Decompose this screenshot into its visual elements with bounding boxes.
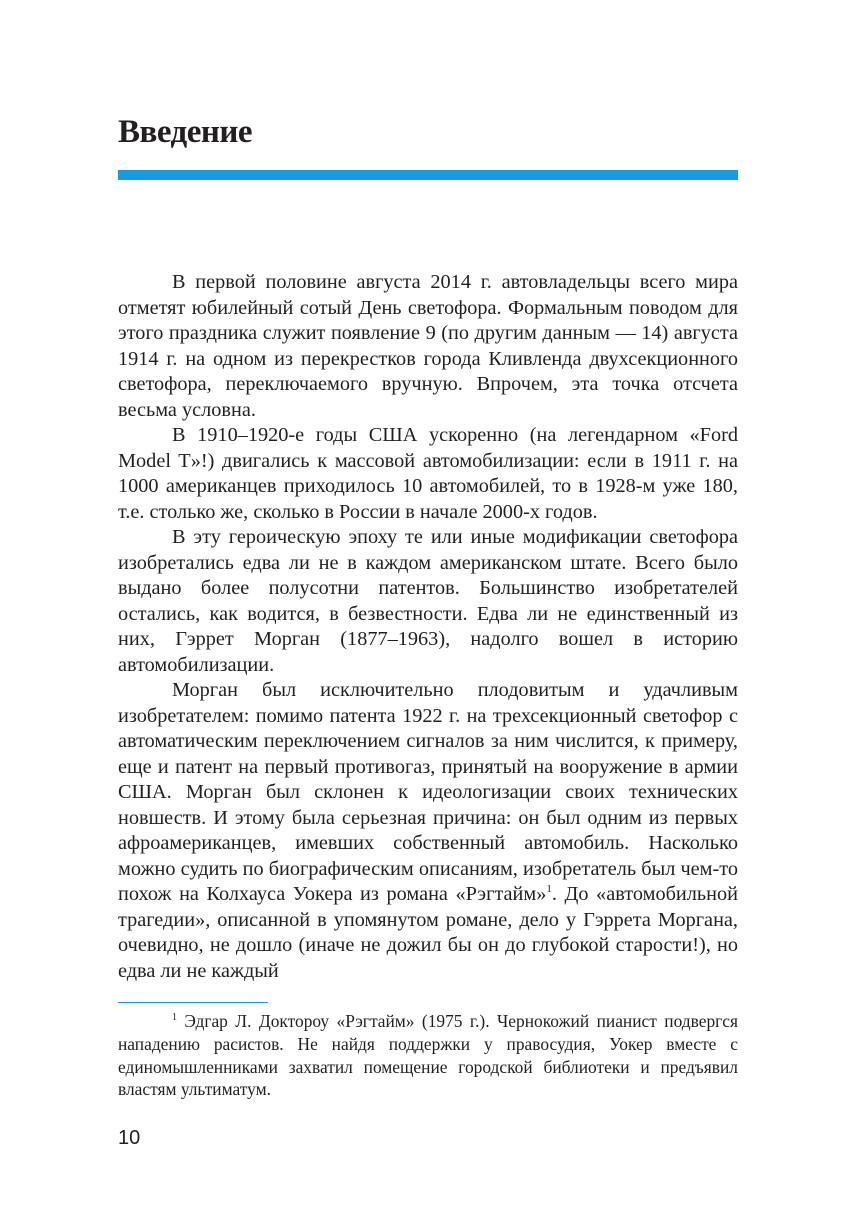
page-title: Введение <box>118 114 253 150</box>
footnote-reference[interactable]: 1 <box>546 883 552 895</box>
paragraph-1: В первой половине августа 2014 г. автовладельцы всего мира отметят юбилейный сотый День светофора. Формальным поводом для этого праздника служит появление 9 (по другим данным — 14) августа 1914 г. на одном из перекрестков города Кливленда двухсекционного светофора, переключаемого вручную. Впрочем, эта точка отсчета весьма условна. <box>118 271 738 421</box>
footnote-text: Эдгар Л. Доктороу «Рэгтайм» (1975 г.). Чернокожий пианист подвергся нападению расистов. Не найдя поддержки у правосудия, Уокер вместе с единомышленниками захватил помещение городской библиотеки и предъявил властям ультиматум. <box>118 1011 738 1100</box>
body-text <box>118 270 738 984</box>
paragraph-3: В эту героическую эпоху те или иные модификации светофора изобретались едва ли не в каждом американском штате. Всего было выдано более полусотни патентов. Большинство изобретателей остались, как водится, в безвестности. Едва ли не единственный из них, Гэррет Морган (1877–1963), надолго вошел в историю автомобилизации. <box>118 526 738 676</box>
page-number: 10 <box>118 1127 141 1149</box>
footnote-marker: 1 <box>172 1012 177 1023</box>
paragraph-4-text-a: Морган был исключительно плодовитым и удачливым изобретателем: помимо патента 1922 г. на трехсекционный светофор с автоматическим переключением сигналов за ним числится, к примеру, еще и патент на первый противогаз, принятый на вооружение в армии США. Морган был склонен к идеологизации своих технических новшеств. И этому была серьезная причина: он был одним из первых афроамериканцев, имевших собственный автомобиль. Насколько можно судить по биографическим описаниям, изобретатель был чем-то похож на Колхауса Уокера из романа «Рэгтайм» <box>118 679 738 905</box>
paragraph-2: В 1910–1920-е годы США ускоренно (на легендарном «Ford Model T»!) двигались к массовой автомобилизации: если в 1911 г. на 1000 американцев приходилось 10 автомобилей, то в 1928-м уже 180, т.е. столько же, сколько в России в начале 2000-х годов. <box>118 424 738 523</box>
footnote <box>118 1010 738 1101</box>
paragraph-4 <box>118 678 738 984</box>
footnote-separator <box>118 1002 268 1003</box>
title-underline <box>118 170 738 180</box>
paragraph-4-text-b: . До «автомобильной трагедии», описанной в упомянутом романе, дело у Гэррета Моргана, очевидно, не дошло (иначе не дожил бы он до глубокой старости!), но едва ли не каждый <box>118 883 738 982</box>
